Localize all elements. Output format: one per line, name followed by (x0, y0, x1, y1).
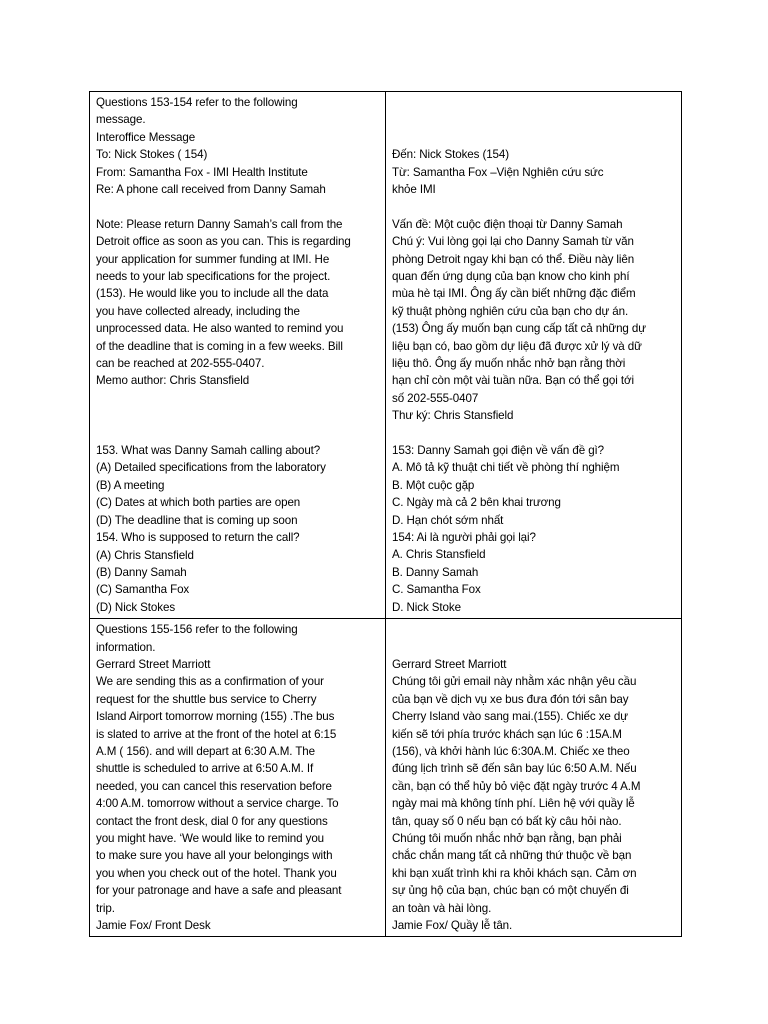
text-line: Chú ý: Vui lòng gọi lại cho Danny Samah từ văn (392, 235, 634, 249)
text-line: D. Hạn chót sớm nhất (392, 513, 504, 527)
text-line (392, 198, 675, 215)
text-line: 154: Ai là người phải gọi lại? (392, 531, 536, 545)
text-line: Island Airport tomorrow morning (155) .The bus (96, 710, 335, 724)
text-line (96, 407, 379, 424)
text-line: (A) Chris Stansfield (96, 548, 194, 562)
text-line: Chúng tôi muốn nhắc nhở bạn rằng, bạn phải (392, 831, 622, 845)
text-line: (D) The deadline that is coming up soon (96, 513, 298, 527)
text-line: an toàn và hài lòng. (392, 901, 492, 915)
text-line: C. Samantha Fox (392, 583, 481, 597)
text-line: can be reached at 202-555-0407. (96, 357, 265, 371)
text-line: We are sending this as a confirmation of your (96, 675, 324, 689)
text-line (96, 390, 379, 407)
text-line: (156), và khởi hành lúc 6:30A.M. Chiếc xe theo (392, 744, 630, 758)
text-line: (C) Dates at which both parties are open (96, 496, 301, 510)
text-line: you when you check out of the hotel. Thank you (96, 866, 337, 880)
text-line: Vấn đề: Một cuộc điện thoại từ Danny Samah (392, 217, 623, 231)
text-line: for your patronage and have a safe and pleasant (96, 884, 342, 898)
text-line: 4:00 A.M. tomorrow without a service charge. To (96, 797, 339, 811)
text-line: tân, quay số 0 nếu bạn có bất kỳ câu hỏi nào. (392, 814, 622, 828)
text-line: 153. What was Danny Samah calling about? (96, 444, 321, 458)
text-line: unprocessed data. He also wanted to remind you (96, 322, 344, 336)
text-line: C. Ngày mà cả 2 bên khai trương (392, 496, 561, 510)
text-line: To: Nick Stokes ( 154) (96, 148, 208, 162)
text-line (392, 621, 675, 638)
text-line: Memo author: Chris Stansfield (96, 374, 250, 388)
text-line: (B) A meeting (96, 478, 165, 492)
vietnamese-text-block (392, 621, 675, 934)
text-line: liệu bạn có, bao gồm dự liệu đã được xử lý và dữ (392, 339, 642, 353)
text-line (392, 111, 675, 128)
text-line: chắc chắn mang tất cả những thứ thuộc về bạn (392, 849, 632, 863)
text-line: D. Nick Stoke (392, 600, 461, 614)
text-line: Đến: Nick Stokes (154) (392, 148, 510, 162)
text-line: khỏe IMI (392, 182, 436, 196)
bilingual-table (89, 91, 682, 937)
text-line: to make sure you have all your belongings with (96, 849, 333, 863)
vietnamese-cell (386, 619, 682, 937)
text-line: Thư ký: Chris Stansfield (392, 409, 514, 423)
text-line: B. Danny Samah (392, 565, 479, 579)
text-line: cần, bạn có thể hủy bỏ việc đặt ngày trước 4 A.M (392, 779, 641, 793)
text-line: (C) Samantha Fox (96, 583, 190, 597)
text-line (392, 94, 675, 111)
text-line: trip. (96, 901, 115, 915)
text-line (96, 425, 379, 442)
text-line: ngày mai mà không tính phí. Liên hệ với quầy lễ (392, 797, 635, 811)
text-line: Re: A phone call received from Danny Samah (96, 183, 326, 197)
text-line: A. Chris Stansfield (392, 548, 486, 562)
text-line (392, 129, 675, 146)
text-line: 154. Who is supposed to return the call? (96, 531, 300, 545)
text-line: you have collected already, including the (96, 304, 300, 318)
vietnamese-text-block (392, 94, 675, 616)
text-line: you might have. ‘We would like to remind you (96, 832, 325, 845)
text-line: (B) Danny Samah (96, 565, 187, 579)
text-line: From: Samantha Fox - IMI Health Institute (96, 165, 308, 179)
text-line: information. (96, 640, 156, 654)
text-line: đúng lịch trình sẽ đến sân bay lúc 6:50 A.M. Nếu (392, 762, 637, 776)
english-text-block (96, 94, 379, 616)
text-line (392, 425, 675, 442)
text-line: (153). He would like you to include all the data (96, 287, 329, 301)
text-line: needs to your lab specifications for the project. (96, 270, 331, 284)
text-line: sự ủng hộ của bạn, chúc bạn có một chuyến đi (392, 884, 629, 898)
english-text-block (96, 621, 379, 934)
table-row-questions-153-154 (90, 92, 682, 619)
text-line: Detroit office as soon as you can. This is regarding (96, 235, 351, 249)
english-cell (90, 92, 386, 619)
text-line: request for the shuttle bus service to Cherry (96, 692, 317, 706)
text-line: kiến sẽ tới phía trước khách sạn lúc 6 :15A.M (392, 727, 622, 741)
text-line: Questions 155-156 refer to the following (96, 623, 298, 637)
text-line: of the deadline that is coming in a few weeks. Bill (96, 339, 343, 353)
text-line: needed, you can cancel this reservation before (96, 779, 332, 793)
text-line: khi bạn xuất trình khi ra khỏi khách sạn. Cảm ơn (392, 866, 637, 880)
text-line: contact the front desk, dial 0 for any questions (96, 814, 328, 828)
text-line: Cherry Island vào sang mai.(155). Chiếc xe dự (392, 710, 628, 724)
text-line: (D) Nick Stokes (96, 600, 176, 614)
text-line: Chúng tôi gửi email này nhằm xác nhận yêu cầu (392, 675, 637, 689)
text-line: Gerrard Street Marriott (392, 657, 507, 671)
text-line: liệu thô. Ông ấy muốn nhắc nhở bạn rằng thời (392, 357, 626, 371)
text-line: A. Mô tả kỹ thuật chi tiết về phòng thí nghiệm (392, 461, 620, 475)
text-line: (153) Ông ấy muốn bạn cung cấp tất cả những dự (392, 322, 646, 336)
text-line: Interoffice Message (96, 130, 196, 144)
text-line: 153: Danny Samah gọi điện về vấn đề gì? (392, 444, 605, 458)
vietnamese-cell (386, 92, 682, 619)
text-line: Jamie Fox/ Front Desk (96, 919, 211, 933)
table-row-questions-155-156 (90, 619, 682, 937)
text-line: B. Một cuộc gặp (392, 478, 475, 492)
text-line (392, 639, 675, 656)
text-line: hạn chỉ còn một vài tuần nữa. Bạn có thể gọi tới (392, 374, 634, 388)
text-line: kỹ thuật phòng nghiên cứu của bạn cho dự án. (392, 304, 629, 318)
text-line: (A) Detailed specifications from the laboratory (96, 461, 326, 475)
text-line (96, 198, 379, 215)
text-line: Gerrard Street Marriott (96, 657, 211, 671)
text-line: Questions 153-154 refer to the following (96, 96, 298, 109)
text-line: phòng Detroit ngay khi bạn có thể. Điều này liên (392, 252, 635, 266)
text-line: quan đến ứng dụng của bạn know cho kinh phí (392, 270, 630, 283)
text-line: A.M ( 156). and will depart at 6:30 A.M. The (96, 744, 316, 758)
text-line: shuttle is scheduled to arrive at 6:50 A.M. If (96, 762, 314, 776)
text-line: Note: Please return Danny Samah’s call from the (96, 217, 343, 231)
text-line: your application for summer funding at IMI. He (96, 252, 330, 266)
text-line: Từ: Samantha Fox –Viện Nghiên cứu sức (392, 165, 604, 179)
text-line: số 202-555-0407 (392, 391, 479, 405)
text-line: của bạn về dịch vụ xe bus đưa đón tới sân bay (392, 692, 629, 706)
text-line: message. (96, 113, 146, 127)
text-line: is slated to arrive at the front of the hotel at 6:15 (96, 727, 337, 741)
text-line: Jamie Fox/ Quầy lễ tân. (392, 919, 513, 932)
english-cell (90, 619, 386, 937)
text-line: mùa hè tại IMI. Ông ấy cần biết những đặc điểm (392, 287, 636, 301)
